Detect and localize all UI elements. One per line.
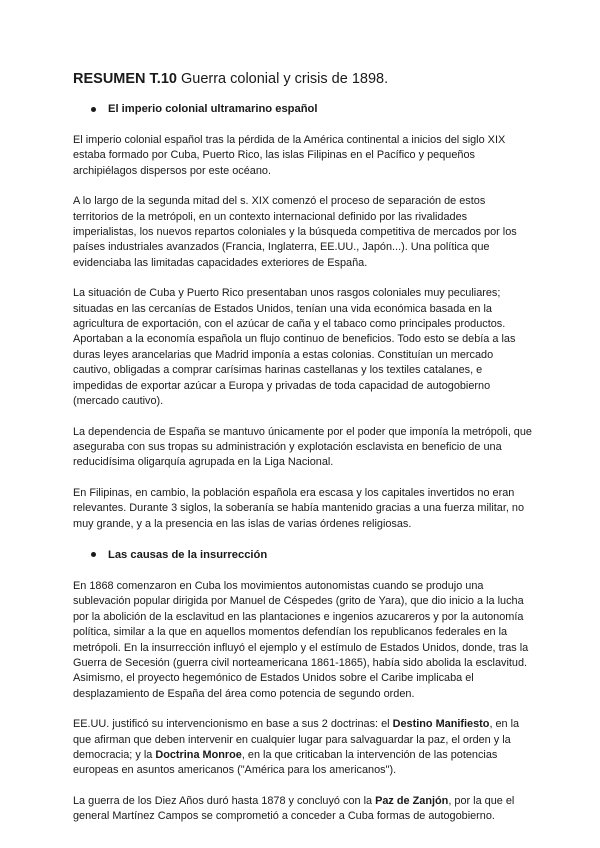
p7-text-c: , en la que afirman que deben intervenir en cualquier lugar para salvaguardar la paz, el orden y la democracia; y la bbox=[73, 718, 520, 761]
p8-text-c: , por la que el general Martínez Campos se comprometió a conceder a Cuba formas de autogobierno. bbox=[73, 794, 515, 823]
document-page bbox=[73, 70, 533, 840]
p8-text-a: La guerra de los Diez Años duró hasta 1878 y concluyó con la bbox=[73, 794, 376, 807]
paragraph-5: En Filipinas, en cambio, la población española era escasa y los capitales invertidos no eran relevantes. Durante 3 siglos, la soberanía se había mantenido gracias a una fuerza militar, no muy grande, y a la presencia en las islas de varias órdenes religiosas. bbox=[73, 486, 525, 530]
paragraph-4: La dependencia de España se mantuvo únicamente por el poder que imponía la metrópoli, que aseguraba con sus tropas su administración y explotación esclavista en beneficio de una reducidísima oligarquía agrupada en la Liga Nacional. bbox=[73, 425, 532, 469]
paragraph-2: A lo largo de la segunda mitad del s. XIX comenzó el proceso de separación de estos territorios de la metrópoli, en un contexto internacional definido por las rivalidades imperialistas, los nuevos repartos coloniales y la búsqueda competitiva de mercados por los países industriales avanzados (Francia, Inglaterra, EE.UU., Japón...). Una política que evidenciaba las limitadas capacidades exteriores de España. bbox=[73, 195, 517, 269]
title-rest: Guerra colonial y crisis de 1898. bbox=[176, 71, 389, 87]
paz-de-zanjon-term: Paz de Zanjón bbox=[375, 794, 449, 807]
p7-text-e: , en la que criticaban la intervención de las potencias europeas en asuntos americanos ("América para los americanos"). bbox=[73, 749, 498, 777]
destino-manifiesto-term: Destino Manifiesto bbox=[392, 718, 490, 731]
section-heading-text: Las causas de la insurrección bbox=[108, 548, 268, 561]
doctrina-monroe-term: Doctrina Monroe bbox=[155, 749, 242, 761]
paragraph-1: El imperio colonial español tras la pérdida de la América continental a inicios del siglo XIX estaba formado por Cuba, Puerto Rico, las islas Filipinas en el Pacífico y pequeños archipiélagos dispersos por este océano. bbox=[73, 134, 506, 177]
bullet-dot-icon bbox=[91, 107, 96, 112]
section-heading-imperio bbox=[91, 101, 533, 117]
paragraph-6: En 1868 comenzaron en Cuba los movimientos autonomistas cuando se produjo una sublevación popular dirigida por Manuel de Céspedes (grito de Yara), que dio inicio a la lucha por la abolición de la esclavitud en las plantaciones e ingenios azucareros y por la autonomía política, similar a la que en aquellos momentos defendían los republicanos federales en la metrópoli. En la insurrección influyó el ejemplo y el estímulo de Estados Unidos, donde, tras la Guerra de Secesión (guerra civil norteamericana 1861-1865), había sido abolida la esclavitud. Asimismo, el proyecto hegemónico de Estados Unidos sobre el Caribe implicaba el desplazamiento de España del área como potencia de segundo orden. bbox=[73, 579, 529, 700]
paragraph-8 bbox=[73, 794, 533, 825]
bullet-dot-icon bbox=[91, 552, 96, 557]
section-heading-causas bbox=[91, 547, 533, 563]
paragraph-7 bbox=[73, 717, 533, 779]
paragraph-3: La situación de Cuba y Puerto Rico presentaban unos rasgos coloniales muy peculiares; situadas en las cercanías de Estados Unidos, tenían una vida económica basada en la agricultura de exportación, con el azúcar de caña y el tabaco como principales productos. Aportaban a la economía española un flujo continuo de beneficios. Todo esto se debía a las duras leyes arancelarias que Madrid imponía a estas colonias. Constituían un mercado cautivo, obligadas a comprar carísimas harinas castellanas y los textiles catalanes, e impedidas de exportar azúcar a Europa y privadas de toda capacidad de autogobierno (mercado cautivo). bbox=[73, 287, 516, 408]
p7-text-a: EE.UU. justificó su intervencionismo en base a sus 2 doctrinas: el bbox=[73, 718, 393, 731]
section-heading-text: El imperio colonial ultramarino español bbox=[108, 103, 318, 115]
title-bold: RESUMEN T.10 bbox=[73, 71, 177, 87]
document-title bbox=[73, 70, 533, 88]
